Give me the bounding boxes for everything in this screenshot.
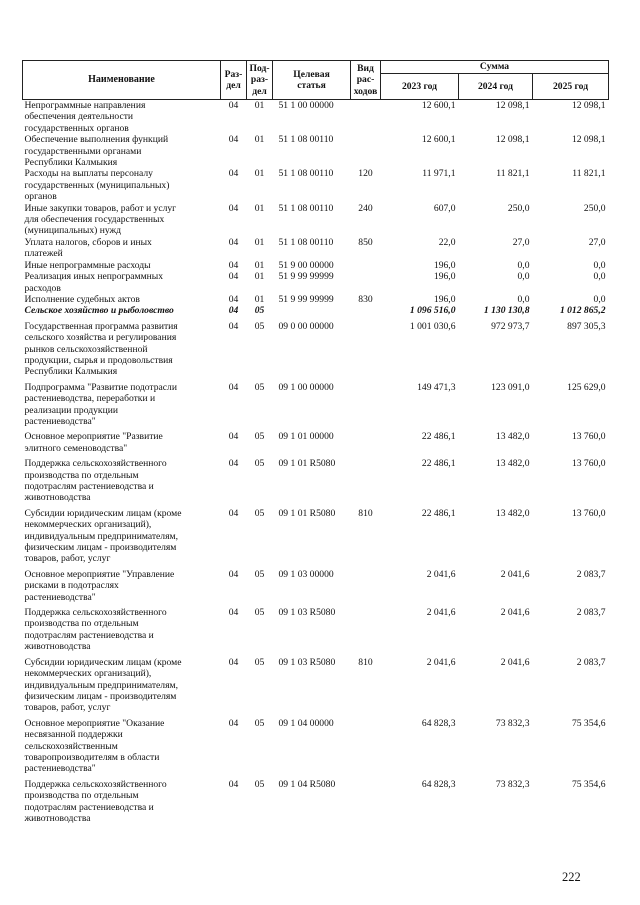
table-row <box>23 305 609 316</box>
row-section: 04 <box>228 293 239 305</box>
row-subsection: 05 <box>254 717 265 729</box>
row-sum-2023: 12 600,1 <box>421 134 456 146</box>
row-name-line: Иные непрограммные расходы <box>24 259 151 271</box>
row-name-line: Поддержка сельскохозяйственного <box>24 458 167 470</box>
row-expense-type: 120 <box>358 168 373 180</box>
row-section: 04 <box>228 134 239 146</box>
header-expense-type: Вид рас- ходов <box>351 61 381 100</box>
row-name-line: Непрограммные направления <box>24 100 146 111</box>
row-expense-type <box>351 565 381 603</box>
row-target-article: 51 1 08 00110 <box>278 134 334 146</box>
row-name-line: некоммерческих организаций), <box>24 668 152 680</box>
row-sum-2025: 1 012 865,2 <box>559 305 606 317</box>
table-header <box>23 61 609 100</box>
row-sum-2023: 607,0 <box>433 202 456 214</box>
row-name-line: Основное мероприятие "Развитие <box>24 431 163 443</box>
row-name-line: производства по отдельным <box>24 618 139 630</box>
row-name-line: подотраслям растениеводства и <box>24 481 154 492</box>
row-expense-type: 240 <box>358 202 373 214</box>
row-name-line: некоммерческих организаций), <box>24 519 152 531</box>
row-name-line: Обеспечение выполнения функций <box>24 134 169 146</box>
row-name-line: индивидуальным предпринимателям, <box>24 530 178 542</box>
row-section: 04 <box>228 458 239 470</box>
row-section: 04 <box>228 236 239 248</box>
row-name-line: Основное мероприятие "Управление <box>24 568 175 580</box>
row-sum-2023: 1 001 030,6 <box>409 320 456 332</box>
table-row <box>23 294 609 305</box>
row-expense-type <box>351 260 381 271</box>
row-name-line: государственными органами <box>24 145 142 157</box>
row-subsection: 05 <box>254 458 265 470</box>
row-name-line: животноводства <box>24 492 91 504</box>
row-sum-2023: 22 486,1 <box>421 507 456 519</box>
row-name-line: производства по отдельным <box>24 790 139 802</box>
row-name <box>23 565 221 603</box>
row-name-line: для обеспечения государственных <box>24 214 165 226</box>
row-section: 04 <box>228 607 239 619</box>
row-sum-2023: 64 828,3 <box>421 778 456 790</box>
row-name <box>23 271 221 294</box>
row-sum-2025: 2 083,7 <box>576 656 606 668</box>
row-target-article: 51 1 08 00110 <box>278 202 334 214</box>
row-expense-type: 810 <box>358 507 373 519</box>
row-section: 04 <box>228 381 239 393</box>
row-name-line: государственных (муниципальных) <box>24 179 170 191</box>
row-name-line: Субсидии юридическим лицам (кроме <box>24 507 182 519</box>
row-sum-2023: 2 041,6 <box>426 568 456 580</box>
row-target-article: 51 1 00 00000 <box>278 100 334 111</box>
row-name-line: товаров, работ, услуг <box>24 553 111 565</box>
row-name-line: элитного семеноводства" <box>24 442 128 454</box>
row-sum-2024: 13 482,0 <box>495 431 530 443</box>
table-body <box>23 100 609 825</box>
row-section: 04 <box>228 100 239 111</box>
row-name <box>23 260 221 271</box>
row-name <box>23 294 221 305</box>
row-subsection: 05 <box>254 381 265 393</box>
row-sum-2025: 897 305,3 <box>567 320 606 332</box>
row-sum-2024: 13 482,0 <box>495 507 530 519</box>
row-name <box>23 305 221 316</box>
row-name-line: (муниципальных) нужд <box>24 225 122 237</box>
row-sum-2024: 0,0 <box>517 293 530 305</box>
row-section: 04 <box>228 656 239 668</box>
row-subsection: 01 <box>254 293 265 305</box>
row-sum-2024: 0,0 <box>517 271 530 283</box>
row-section: 04 <box>228 168 239 180</box>
row-sum-2025: 2 083,7 <box>576 607 606 619</box>
row-name <box>23 603 221 653</box>
row-subsection: 01 <box>254 168 265 180</box>
header-year-2024: 2024 год <box>459 74 533 100</box>
row-sum-2025: 125 629,0 <box>567 381 606 393</box>
row-name-line: товаропроизводителям в области <box>24 751 160 763</box>
row-name-line: органов <box>24 191 57 203</box>
row-name-line: обеспечения деятельности <box>24 111 134 123</box>
header-sum: Сумма <box>381 61 609 74</box>
row-target-article: 09 1 01 R5080 <box>278 507 336 519</box>
table-row <box>23 378 609 428</box>
row-name-line: Иные закупки товаров, работ и услуг <box>24 202 177 214</box>
row-subsection: 01 <box>254 236 265 248</box>
row-sum-2025: 11 821,1 <box>572 168 606 180</box>
row-name-line: животноводства <box>24 641 91 653</box>
row-sum-2024: 73 832,3 <box>495 717 530 729</box>
row-name-line: Государственная программа развития <box>24 320 178 332</box>
row-name-line: Исполнение судебных актов <box>24 293 140 305</box>
row-name <box>23 775 221 825</box>
row-sum-2024: 972 973,7 <box>491 320 530 332</box>
row-subsection: 05 <box>254 778 265 790</box>
row-target-article: 09 0 00 00000 <box>278 320 334 332</box>
row-expense-type <box>351 714 381 775</box>
row-target-article: 51 9 00 00000 <box>278 259 334 271</box>
budget-table-sheet <box>22 60 608 824</box>
table-row <box>23 260 609 271</box>
row-name-line: Основное мероприятие "Оказание <box>24 717 165 729</box>
row-name-line: Реализация иных непрограммных <box>24 271 164 283</box>
row-name-line: физическим лицам - производителям <box>24 690 177 702</box>
row-sum-2025: 13 760,0 <box>571 431 606 443</box>
row-name-line: рынков сельскохозяйственной <box>24 343 148 355</box>
row-name-line: Сельское хозяйство и рыболовство <box>24 305 174 317</box>
row-name-line: Поддержка сельскохозяйственного <box>24 607 167 619</box>
row-sum-2025: 2 083,7 <box>576 568 606 580</box>
table-row <box>23 168 609 202</box>
row-sum-2023: 22 486,1 <box>421 431 456 443</box>
row-name <box>23 134 221 168</box>
header-year-2023: 2023 год <box>381 74 459 100</box>
row-sum-2023: 11 971,1 <box>422 168 456 180</box>
row-sum-2023: 2 041,6 <box>426 656 456 668</box>
row-name <box>23 714 221 775</box>
row-section: 04 <box>228 271 239 283</box>
row-name <box>23 653 221 714</box>
row-sum-2025: 75 354,6 <box>571 717 606 729</box>
row-sum-2025: 0,0 <box>593 271 606 283</box>
row-name-line: продукции, сырья и продовольствия <box>24 354 173 366</box>
row-expense-type: 810 <box>358 656 373 668</box>
row-sum-2025: 250,0 <box>583 202 606 214</box>
row-sum-2025: 12 098,1 <box>571 134 606 146</box>
header-name: Наименование <box>23 61 221 100</box>
row-expense-type <box>351 454 381 504</box>
row-sum-2025: 75 354,6 <box>571 778 606 790</box>
row-target-article: 51 1 08 00110 <box>278 168 334 180</box>
row-target-article: 09 1 00 00000 <box>278 381 334 393</box>
table-row <box>23 714 609 775</box>
row-section: 04 <box>228 305 239 317</box>
table-row <box>23 100 609 135</box>
row-sum-2024: 12 098,1 <box>495 134 530 146</box>
row-name-line: подотраслям растениеводства и <box>24 629 154 641</box>
row-expense-type <box>351 100 381 135</box>
row-target-article: 09 1 04 R5080 <box>278 778 336 790</box>
table-row <box>23 565 609 603</box>
row-sum-2024: 73 832,3 <box>495 778 530 790</box>
row-name-line: расходов <box>24 282 61 294</box>
row-sum-2023: 196,0 <box>433 271 456 283</box>
row-sum-2024: 11 821,1 <box>496 168 530 180</box>
row-sum-2023: 1 096 516,0 <box>409 305 456 317</box>
row-sum-2024: 0,0 <box>517 259 530 271</box>
row-section: 04 <box>228 320 239 332</box>
row-name-line: производства по отдельным <box>24 469 139 481</box>
row-section: 04 <box>228 431 239 443</box>
row-sum-2025: 13 760,0 <box>571 458 606 470</box>
row-target-article: 09 1 03 00000 <box>278 568 334 580</box>
row-name-line: товаров, работ, услуг <box>24 702 111 714</box>
row-sum-2023: 2 041,6 <box>426 607 456 619</box>
row-sum-2023: 149 471,3 <box>417 381 456 393</box>
row-subsection: 05 <box>254 431 265 443</box>
row-name-line: животноводства <box>24 812 91 824</box>
row-sum-2023: 196,0 <box>433 259 456 271</box>
row-subsection: 05 <box>254 656 265 668</box>
row-section: 04 <box>228 202 239 214</box>
row-sum-2024: 2 041,6 <box>500 607 530 619</box>
header-target-article: Целевая статья <box>273 61 351 100</box>
row-name <box>23 454 221 504</box>
table-row <box>23 134 609 168</box>
row-name-line: растениеводства" <box>24 591 96 603</box>
row-target-article <box>273 305 351 316</box>
row-name-line: сельского хозяйства и регулирования <box>24 332 177 344</box>
row-sum-2024: 2 041,6 <box>500 568 530 580</box>
row-target-article: 51 9 99 99999 <box>278 293 334 305</box>
row-target-article: 09 1 03 R5080 <box>278 656 336 668</box>
table-row <box>23 603 609 653</box>
row-expense-type <box>351 603 381 653</box>
row-name-line: сельскохозяйственным <box>24 740 118 752</box>
row-subsection: 01 <box>254 259 265 271</box>
row-sum-2023: 64 828,3 <box>421 717 456 729</box>
row-name-line: рисками в подотраслях <box>24 580 119 592</box>
row-sum-2023: 12 600,1 <box>421 100 456 111</box>
row-expense-type: 850 <box>358 236 373 248</box>
header-section: Раз- дел <box>221 61 247 100</box>
row-name-line: Расходы на выплаты персоналу <box>24 168 153 180</box>
row-target-article: 09 1 01 R5080 <box>278 458 336 470</box>
row-section: 04 <box>228 259 239 271</box>
row-name-line: индивидуальным предпринимателям, <box>24 679 178 691</box>
row-name <box>23 504 221 565</box>
row-name-line: платежей <box>24 248 63 260</box>
row-target-article: 09 1 03 R5080 <box>278 607 336 619</box>
row-name-line: Республики Калмыкия <box>24 366 118 378</box>
row-name <box>23 168 221 202</box>
row-expense-type <box>351 427 381 454</box>
row-expense-type <box>351 317 381 378</box>
row-expense-type <box>351 775 381 825</box>
row-name-line: растениеводства, переработки и <box>24 393 156 405</box>
row-sum-2025: 27,0 <box>588 236 606 248</box>
row-section: 04 <box>228 778 239 790</box>
row-name-line: Подпрограмма "Развитие подотрасли <box>24 381 177 393</box>
row-sum-2024: 250,0 <box>507 202 530 214</box>
row-target-article: 51 1 08 00110 <box>278 236 334 248</box>
table-row <box>23 317 609 378</box>
row-sum-2024: 12 098,1 <box>495 100 530 111</box>
row-name-line: реализации продукции <box>24 404 118 416</box>
row-subsection: 01 <box>254 202 265 214</box>
table-row <box>23 203 609 237</box>
row-name-line: физическим лицам - производителям <box>24 542 177 554</box>
row-expense-type <box>351 134 381 168</box>
row-subsection: 01 <box>254 134 265 146</box>
row-subsection: 05 <box>254 607 265 619</box>
row-name-line: подотраслям растениеводства и <box>24 801 154 813</box>
row-subsection: 05 <box>254 320 265 332</box>
row-name <box>23 427 221 454</box>
row-target-article: 51 9 99 99999 <box>278 271 334 283</box>
row-section: 04 <box>228 717 239 729</box>
header-subsection: Под- раз- дел <box>247 61 273 100</box>
row-expense-type <box>351 378 381 428</box>
table-row <box>23 775 609 825</box>
row-sum-2025: 0,0 <box>593 259 606 271</box>
row-sum-2023: 196,0 <box>433 293 456 305</box>
row-subsection: 05 <box>254 507 265 519</box>
row-name <box>23 100 221 135</box>
row-sum-2024: 2 041,6 <box>500 656 530 668</box>
row-sum-2025: 13 760,0 <box>571 507 606 519</box>
row-subsection: 05 <box>254 568 265 580</box>
row-sum-2024: 1 130 130,8 <box>483 305 530 317</box>
table-row <box>23 427 609 454</box>
row-name-line: Республики Калмыкия <box>24 157 118 169</box>
row-sum-2025: 12 098,1 <box>571 100 606 111</box>
row-name <box>23 237 221 260</box>
row-sum-2024: 13 482,0 <box>495 458 530 470</box>
row-target-article: 09 1 01 00000 <box>278 431 334 443</box>
row-name-line: Уплата налогов, сборов и иных <box>24 236 152 248</box>
row-section: 04 <box>228 507 239 519</box>
table-row <box>23 653 609 714</box>
row-section: 04 <box>228 568 239 580</box>
row-sum-2024: 27,0 <box>512 236 530 248</box>
row-name-line: растениеводства" <box>24 415 96 427</box>
row-name-line: государственных органов <box>24 122 129 134</box>
row-name <box>23 378 221 428</box>
row-name-line: несвязанной поддержки <box>24 729 123 741</box>
row-subsection: 05 <box>254 305 265 317</box>
row-sum-2023: 22,0 <box>438 236 456 248</box>
row-name-line: Поддержка сельскохозяйственного <box>24 778 167 790</box>
row-sum-2024: 123 091,0 <box>491 381 530 393</box>
header-year-2025: 2025 год <box>533 74 609 100</box>
row-name <box>23 317 221 378</box>
row-name-line: Субсидии юридическим лицам (кроме <box>24 656 182 668</box>
row-expense-type: 830 <box>358 293 373 305</box>
row-expense-type <box>351 305 381 316</box>
row-subsection: 01 <box>254 100 265 111</box>
budget-table <box>22 60 609 824</box>
table-row <box>23 271 609 294</box>
row-expense-type <box>351 271 381 294</box>
table-row <box>23 237 609 260</box>
page-number: 222 <box>562 870 581 884</box>
table-row <box>23 504 609 565</box>
row-subsection: 01 <box>254 271 265 283</box>
row-name <box>23 203 221 237</box>
row-target-article: 09 1 04 00000 <box>278 717 334 729</box>
row-name-line: растениеводства" <box>24 763 96 775</box>
row-sum-2025: 0,0 <box>593 293 606 305</box>
table-row <box>23 454 609 504</box>
row-sum-2023: 22 486,1 <box>421 458 456 470</box>
